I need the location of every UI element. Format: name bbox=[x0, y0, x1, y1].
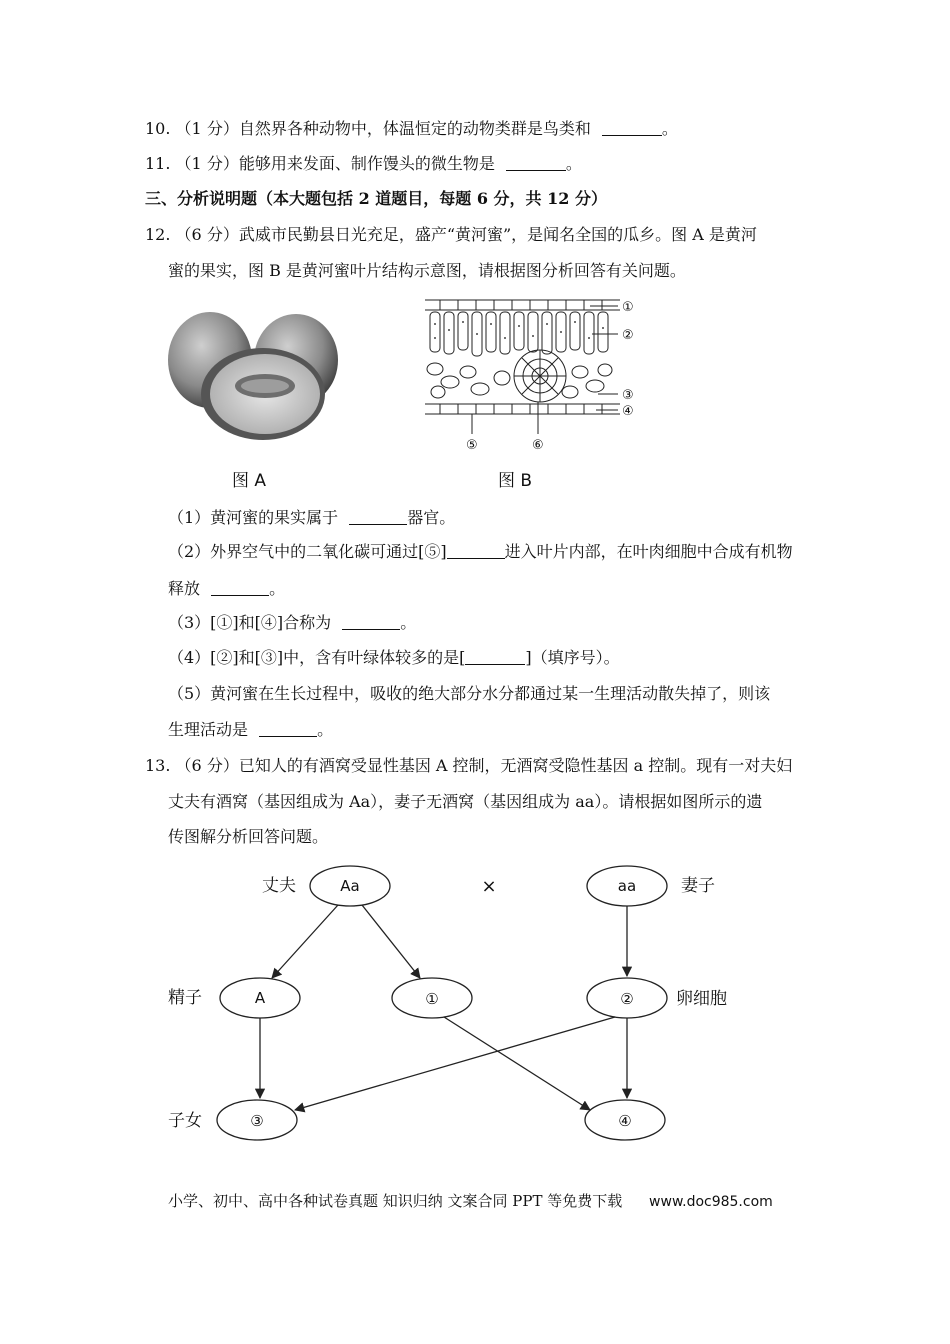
sperm-label: 精子 bbox=[168, 988, 202, 1008]
offspring-label: 子女 bbox=[168, 1111, 202, 1131]
question-12-line2: 蜜的果实，图 B 是黄河蜜叶片结构示意图，请根据图分析回答有关问题。 bbox=[168, 261, 686, 280]
child-4-text: ④ bbox=[618, 1112, 632, 1130]
egg-label: 卵细胞 bbox=[676, 989, 727, 1009]
footer-text: 小学、初中、高中各种试卷真题 知识归纳 文案合同 PPT 等免费下载 bbox=[168, 1192, 623, 1210]
q12-sub1: （1）黄河蜜的果实属于 器官。 bbox=[168, 508, 456, 527]
genetics-diagram bbox=[160, 858, 760, 1148]
question-text: （1 分）能够用来发面、制作馒头的微生物是 bbox=[175, 154, 495, 173]
sperm-1-text: ① bbox=[425, 990, 439, 1008]
question-number: 13. bbox=[145, 756, 171, 775]
q12-sub5-line2: 生理活动是 。 bbox=[168, 720, 334, 739]
question-13-line3: 传图解分析回答问题。 bbox=[168, 827, 329, 846]
answer-blank[interactable] bbox=[465, 648, 525, 665]
question-text: （6 分）武威市民勤县日光充足，盛产“黄河蜜”，是闻名全国的瓜乡。图 A 是黄河 bbox=[175, 225, 757, 244]
question-11: 11. （1 分）能够用来发面、制作馒头的微生物是 。 bbox=[145, 154, 582, 173]
q12-sub2-line1: （2）外界空气中的二氧化碳可通过[⑤] 进入叶片内部，在叶肉细胞中合成有机物 bbox=[168, 542, 793, 561]
section-heading: 三、分析说明题（本大题包括 2 道题目，每题 6 分，共 12 分） bbox=[145, 189, 607, 208]
melon-figure bbox=[168, 302, 348, 442]
question-12-line1 bbox=[145, 224, 757, 246]
figure-b-caption: 图 B bbox=[498, 471, 533, 491]
question-13-line2: 丈夫有酒窝（基因组成为 Aa），妻子无酒窝（基因组成为 aa）。请根据如图所示的遗 bbox=[168, 792, 763, 811]
footer-url[interactable]: www.doc985.com bbox=[649, 1194, 773, 1210]
answer-blank[interactable] bbox=[506, 154, 566, 171]
child-3-text: ③ bbox=[250, 1112, 264, 1130]
question-number: 10. bbox=[145, 119, 171, 138]
leaf-label-6: ⑥ bbox=[532, 438, 544, 453]
question-text: （1 分）自然界各种动物中，体温恒定的动物类群是鸟类和 bbox=[175, 119, 591, 138]
sperm-a-text: A bbox=[254, 989, 266, 1007]
husband-genotype: Aa bbox=[340, 877, 360, 895]
page-footer bbox=[168, 1190, 773, 1211]
answer-blank[interactable] bbox=[259, 720, 317, 737]
leaf-label-5: ⑤ bbox=[466, 438, 478, 453]
wife-genotype: aa bbox=[617, 877, 637, 895]
figure-a-caption: 图 A bbox=[232, 471, 267, 491]
question-number: 12. bbox=[145, 225, 171, 244]
answer-blank[interactable] bbox=[447, 542, 505, 559]
cross-symbol: × bbox=[481, 876, 497, 897]
egg-2-text: ② bbox=[620, 990, 634, 1008]
leaf-label-3: ③ bbox=[622, 388, 634, 403]
question-13-line1 bbox=[145, 755, 792, 777]
answer-blank[interactable] bbox=[349, 508, 407, 525]
husband-label: 丈夫 bbox=[262, 876, 296, 896]
question-10: 10. （1 分）自然界各种动物中，体温恒定的动物类群是鸟类和 。 bbox=[145, 119, 678, 138]
answer-blank[interactable] bbox=[602, 119, 662, 136]
answer-blank[interactable] bbox=[211, 579, 269, 596]
question-text: （6 分）已知人的有酒窝受显性基因 A 控制，无酒窝受隐性基因 a 控制。现有一对夫妇 bbox=[175, 756, 793, 775]
question-number: 11. bbox=[145, 154, 171, 173]
wife-label: 妻子 bbox=[681, 876, 715, 896]
leaf-label-2: ② bbox=[622, 328, 634, 343]
leaf-label-1: ① bbox=[622, 300, 634, 315]
q12-sub4: （4）[②]和[③]中，含有叶绿体较多的是[ ]（填序号）。 bbox=[168, 648, 620, 667]
answer-blank[interactable] bbox=[342, 613, 400, 630]
leaf-label-4: ④ bbox=[622, 404, 634, 419]
leaf-structure-figure bbox=[420, 294, 650, 454]
q12-sub2-line2: 释放 。 bbox=[168, 579, 286, 598]
q12-sub5-line1: （5）黄河蜜在生长过程中，吸收的绝大部分水分都通过某一生理活动散失掉了，则该 bbox=[168, 684, 771, 703]
q12-sub3: （3）[①]和[④]合称为 。 bbox=[168, 613, 417, 632]
